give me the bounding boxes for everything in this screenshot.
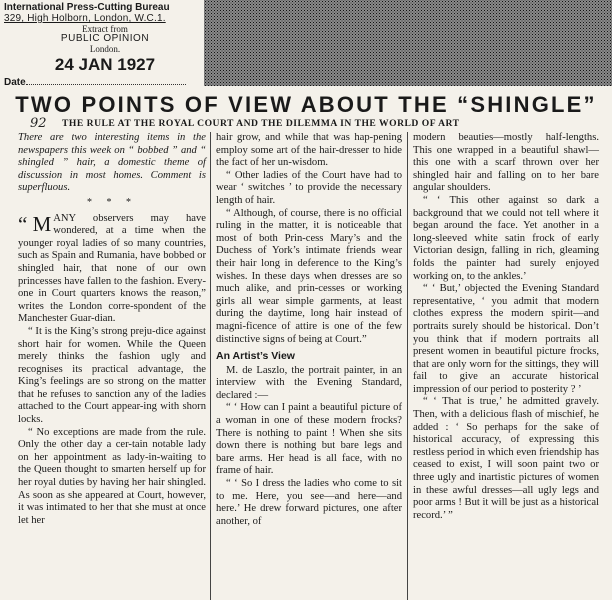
column-rule xyxy=(407,132,408,600)
paragraph-1 xyxy=(18,213,206,326)
paragraph-13: “ ‘ That is true,’ he admitted gravely. Then, with a delicious flash of mischief, he added : ‘ So perhaps for the sake of historical accuracy, of expressing this restless period in which even friendship has ceased to exist, I will soon paint two or three ugly and inartistic pictures of women in these awful dresses—all ugly legs and poor arms ! But it will be just as a historical record.’ ” xyxy=(413,396,599,521)
handwritten-mark: 92 xyxy=(30,116,47,131)
paragraph-12: “ ‘ But,’ objected the Evening Standard representative, ‘ you admit that modern clothes express the modern spirit—and portraits surely should be historical. Don’t you think that if modern portraits all present women in beautiful picture frocks, that are only worn for the sittings, they will fail to give an accurate historical impression of our period to posterity ? ’ xyxy=(413,283,599,395)
paragraph-11: “ ‘ This other against so dark a background that we could not tell where it began around the face. Yet another in a long-sleeved white satin frock of early Victorian design, falling in rich, gleaming folds the painter had surely enjoyed working on, to the ankles.’ xyxy=(413,194,599,282)
paragraph-1-text: ANY observers may have wondered, at a time when the younger royal ladies of so many countries, such as Spain and Rumania, have bobbed or shingled hair, that none of our own princesses have fallen to the fashion. Every-one in Court quarters knows the reason,” writes the London corre-spondent of the Manchester Guar-dian. xyxy=(18,212,206,325)
extract-label: Extract from xyxy=(82,24,128,34)
drop-cap: “ M xyxy=(18,211,52,236)
paragraph-5: “ Other ladies of the Court have had to wear ‘ switches ’ to provide the necessary length of hair. xyxy=(216,169,402,206)
halftone-photo-strip xyxy=(204,0,612,86)
section-subhead: An Artist’s View xyxy=(216,350,295,363)
column-2 xyxy=(216,132,402,528)
publication-name: PUBLIC OPINION xyxy=(60,33,150,44)
stars-divider: * * * xyxy=(87,196,137,208)
paragraph-4: hair grow, and while that was hap-pening employ some art of the hair-dresser to hide the fact of her un-wisdom. xyxy=(216,132,402,169)
paragraph-2: “ It is the King’s strong preju-dice against short hair for women. While the Queen merely thinks the fashion ugly and recognises its practical advantage, the King’s feelings are so strong on the matter that he refuses to sanction any of the ladies attached to the Court appear-ing with shorn locks. xyxy=(18,325,206,426)
column-rule xyxy=(210,132,211,600)
date-stamp: 24 JAN 1927 xyxy=(54,55,156,74)
paragraph-9: “ ‘ So I dress the ladies who come to sit to me. Here, you see—and here—and here.’ He drew forward pictures, one after another, of xyxy=(216,478,402,527)
paragraph-8: “ ‘ How can I paint a beautiful picture of a woman in one of these modern frocks? There is nothing to paint ! When she sits down there is nothing but bare legs and bare arms. Her head is all face, with no frame of hair. xyxy=(216,402,402,477)
date-label: Date xyxy=(4,77,26,88)
bureau-address: 329, High Holborn, London, W.C.1. xyxy=(4,13,166,24)
paragraph-3: “ No exceptions are made from the rule. Only the other day a cer-tain notable lady on her appointment as lady-in-waiting to the Queen thought to smarten herself up for her royal duties by having her hair shingled. As soon as she appeared at Court, however, it was intimated to her that she must at once let her xyxy=(18,426,206,526)
article-title: TWO POINTS OF VIEW ABOUT THE “SHINGLE” xyxy=(15,92,597,117)
intro-paragraph: There are two interesting items in the newspapers this week on “ bobbed ” and “ shingled ” hair, a domestic theme of discussion in most homes. Comment is superfluous. xyxy=(18,132,206,194)
date-line xyxy=(26,84,186,85)
bureau-name: International Press-Cutting Bureau xyxy=(4,2,170,13)
article-subtitle: THE RULE AT THE ROYAL COURT AND THE DILEMMA IN THE WORLD OF ART xyxy=(62,118,460,129)
column-1 xyxy=(18,132,206,527)
paragraph-6: “ Although, of course, there is no official ruling in the matter, it is noticeable that most of both Prin-cess Mary’s and the Duchess of York’s intimate friends wear their hair long in deference to the King’s wishes. In these days when dresses are so much alike, and prin-cesses or working girls all wear simple garments, at least during the daytime, long hair instead of magni-ficence of attire is one of the few distinctive signs of being at Court.” xyxy=(216,207,402,345)
bureau-header xyxy=(4,2,204,24)
paragraph-10: modern beauties—mostly half-lengths. This one wrapped in a beautiful shawl—this one with a scarf thrown over her shingled hair and falling on to her bare angular shoulders. xyxy=(413,132,599,194)
publication-city: London. xyxy=(89,44,121,54)
publication-stamp xyxy=(40,24,170,74)
paragraph-7: M. de Laszlo, the portrait painter, in an interview with the Evening Standard, declared :— xyxy=(216,364,402,401)
column-3 xyxy=(413,132,599,522)
